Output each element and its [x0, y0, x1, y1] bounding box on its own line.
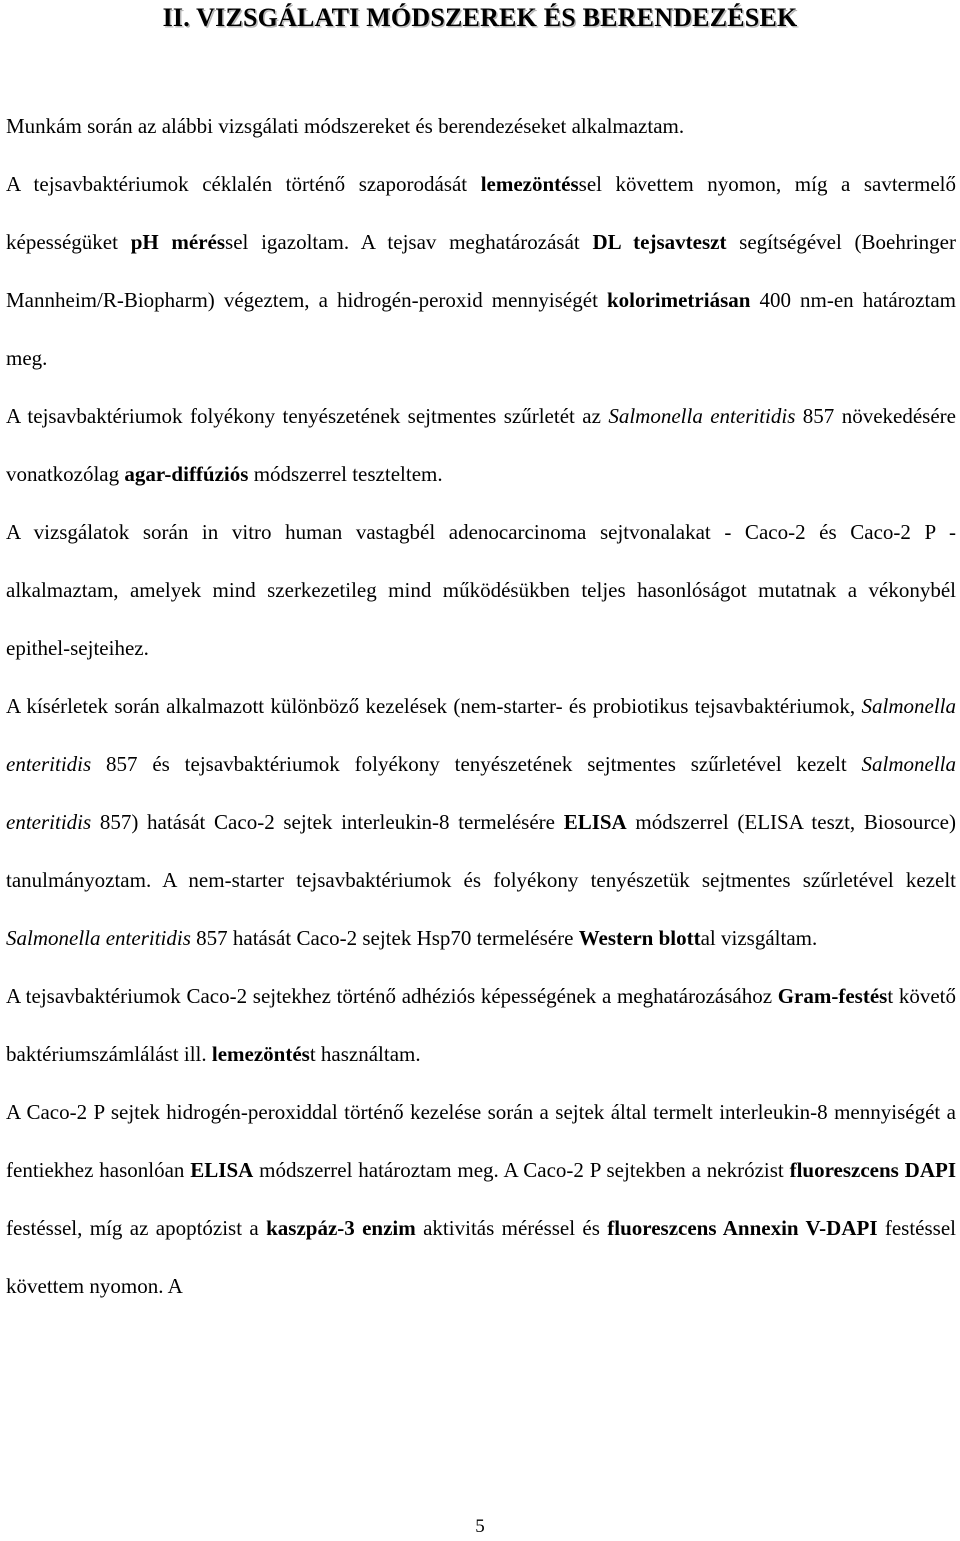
italic-term: Salmonella enteritidis	[6, 694, 956, 776]
text-run: t használtam.	[309, 1042, 421, 1066]
text-run: festéssel, míg az apoptózist a	[6, 1216, 267, 1240]
bold-term: fluoreszcens Annexin V-DAPI	[607, 1216, 878, 1240]
bold-term: DL tejsavteszt	[592, 230, 727, 254]
bold-term: ELISA	[190, 1158, 254, 1182]
italic-term: Salmonella enteritidis	[608, 404, 796, 428]
text-run: sel igazoltam. A tejsav meghatározását	[225, 230, 593, 254]
text-run: Munkám során az alábbi vizsgálati módszereket és berendezéseket alkalmaztam.	[6, 114, 685, 138]
text-run: módszerrel (ELISA teszt, Biosource) tanulmányoztam. A nem-starter tejsavbaktériumok és folyékony tenyészetük sejtmentes szűrletével kezelt	[6, 810, 956, 892]
text-run: aktivitás méréssel és	[415, 1216, 608, 1240]
text-run: sel követtem nyomon, míg a savtermelő képességüket	[6, 172, 956, 254]
text-run: segítségével (Boehringer Mannheim/R-Biopharm) végeztem, a hidrogén-peroxid mennyiségét	[6, 230, 956, 312]
paragraph-adhesion	[6, 967, 956, 1083]
text-run: A vizsgálatok során in vitro human vastagbél adenocarcinoma sejtvonalakat - Caco-2 és Caco-2 P - alkalmaztam, amelyek mind szerkezetileg mind működésükben teljes hasonlóságot mutatnak a vékonybél epithel-sejteihez.	[6, 520, 956, 660]
text-run: 857 és tejsavbaktériumok folyékony tenyészetének sejtmentes szűrletével kezelt	[91, 752, 862, 776]
paragraph-intro	[6, 97, 956, 155]
bold-term: agar-diffúziós	[124, 462, 249, 486]
paragraph-growth-methods	[6, 155, 956, 387]
paragraph-elisa-treatments	[6, 677, 956, 967]
text-run: A tejsavbaktériumok folyékony tenyészetének sejtmentes szűrletét az	[6, 404, 609, 428]
body-text	[6, 97, 956, 1315]
text-run: módszerrel határoztam meg. A Caco-2 P sejtekben a nekrózist	[253, 1158, 790, 1182]
page-title: II. VIZSGÁLATI MÓDSZEREK ÉS BERENDEZÉSEK	[162, 3, 798, 32]
italic-term: Salmonella enteritidis	[6, 926, 191, 950]
bold-term: lemezöntés	[211, 1042, 310, 1066]
bold-term: fluoreszcens DAPI	[789, 1158, 957, 1182]
bold-term: pH mérés	[130, 230, 226, 254]
text-run: 857 növekedésére vonatkozólag	[6, 404, 956, 486]
bold-term: Western blott	[578, 926, 701, 950]
text-run: módszerrel teszteltem.	[248, 462, 443, 486]
italic-term: Salmonella enteritidis	[6, 752, 956, 834]
paragraph-agar-diffusion	[6, 387, 956, 503]
text-run: A tejsavbaktériumok céklalén történő szaporodását	[6, 172, 481, 196]
text-run: al vizsgáltam.	[700, 926, 818, 950]
text-run: t követő baktériumszámlálást ill.	[6, 984, 956, 1066]
bold-term: lemezöntés	[480, 172, 579, 196]
text-run: 400 nm-en határoztam meg.	[6, 288, 956, 370]
bold-term: kaszpáz-3 enzim	[266, 1216, 416, 1240]
bold-term: ELISA	[563, 810, 627, 834]
text-run: festéssel követtem nyomon. A	[6, 1216, 956, 1298]
page-number: 5	[475, 1516, 485, 1537]
text-run: A Caco-2 P sejtek hidrogén-peroxiddal történő kezelése során a sejtek által termelt interleukin-8 mennyiségét a fentiekhez hasonlóan	[6, 1100, 956, 1182]
paragraph-cell-lines	[6, 503, 956, 677]
bold-term: kolorimetriásan	[606, 288, 751, 312]
text-run: A kísérletek során alkalmazott különböző kezelések (nem-starter- és probiotikus tejsavbaktériumok,	[6, 694, 862, 718]
text-run: A tejsavbaktériumok Caco-2 sejtekhez történő adhéziós képességének a meghatározásához	[6, 984, 778, 1008]
text-run: 857) hatását Caco-2 sejtek interleukin-8 termelésére	[91, 810, 564, 834]
paragraph-apoptosis	[6, 1083, 956, 1315]
text-run: 857 hatását Caco-2 sejtek Hsp70 termelésére	[190, 926, 579, 950]
bold-term: Gram-festés	[777, 984, 888, 1008]
